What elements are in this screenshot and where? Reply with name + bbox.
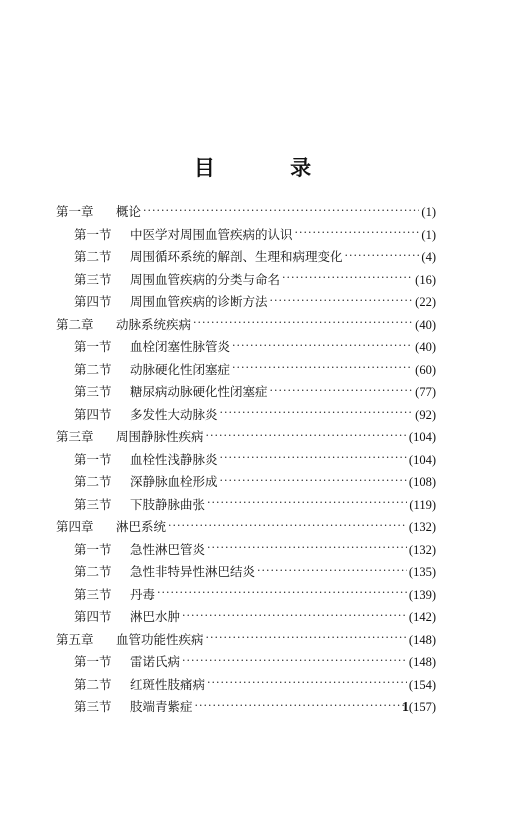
section-number: 第一节: [74, 654, 112, 669]
page-number: 1: [402, 700, 409, 715]
section-title: 血栓性浅静脉炎: [130, 451, 218, 467]
chapter-title: 动脉系统疾病: [116, 316, 192, 332]
section-number: 第二节: [74, 474, 112, 489]
page-reference: (104): [408, 430, 436, 444]
dot-leader: [220, 474, 407, 487]
chapter-number: 第五章: [56, 631, 94, 647]
section-title: 多发性大动脉炎: [130, 406, 218, 422]
section-title: 急性淋巴管炎: [130, 541, 206, 557]
dot-leader: [295, 226, 420, 239]
dot-leader: [345, 249, 420, 262]
section-number: 第一节: [74, 451, 112, 467]
section-title: 动脉硬化性闭塞症: [130, 361, 231, 377]
dot-leader: [182, 609, 407, 622]
page-reference: (77): [415, 385, 436, 399]
page-reference: (16): [415, 272, 436, 287]
section-number: 第三节: [74, 586, 112, 602]
page-reference: (108): [408, 475, 436, 489]
page-reference: (92): [415, 407, 436, 422]
chapter-number: 第一章: [56, 204, 94, 219]
section-title: 淋巴水肿: [130, 609, 181, 624]
chapter-title: 周围静脉性疾病: [116, 429, 204, 444]
page-reference: (104): [408, 452, 436, 467]
section-title: 雷诺氏病: [130, 654, 181, 669]
page-reference: (40): [415, 340, 436, 354]
toc-chapter-row: [56, 427, 436, 450]
page-title: 目 录: [193, 156, 346, 180]
toc-section-row: [56, 652, 436, 675]
chapter-title: 血管功能性疾病: [116, 631, 204, 647]
section-number: 第二节: [74, 249, 112, 264]
dot-leader: [220, 406, 414, 419]
toc-section-row: [56, 697, 436, 720]
section-number: 第四节: [74, 609, 112, 624]
section-number: 第四节: [74, 294, 112, 309]
toc-chapter-row: [56, 315, 436, 338]
section-number: 第二节: [74, 676, 112, 692]
section-title: 急性非特异性淋巴结炎: [130, 564, 256, 579]
page-reference: (132): [408, 520, 436, 534]
page-reference: (119): [409, 497, 436, 512]
section-number: 第一节: [74, 226, 112, 242]
section-title: 周围血管疾病的分类与命名: [130, 271, 281, 287]
dot-leader: [168, 519, 407, 532]
page-reference: (132): [408, 542, 436, 557]
page-reference: (60): [415, 362, 436, 377]
toc-section-row: [56, 450, 436, 473]
section-title: 周围血管疾病的诊断方法: [130, 294, 268, 309]
section-number: 第二节: [74, 564, 112, 579]
page-reference: (135): [408, 565, 436, 579]
section-number: 第四节: [74, 406, 112, 422]
section-number: 第一节: [74, 541, 112, 557]
dot-leader: [206, 631, 407, 644]
section-number: 第二节: [74, 361, 112, 377]
page-reference: (139): [408, 587, 436, 602]
dot-leader: [282, 271, 413, 284]
toc-section-row: [56, 225, 436, 248]
chapter-number: 第三章: [56, 429, 94, 444]
toc-chapter-row: [56, 517, 436, 540]
toc-section-row: [56, 337, 436, 360]
chapter-title: 概论: [116, 204, 142, 219]
page-reference: (157): [408, 700, 436, 714]
page-reference: (22): [415, 295, 436, 309]
dot-leader: [143, 204, 419, 217]
toc-section-row: [56, 585, 436, 608]
page-reference: (1): [421, 205, 436, 219]
page-reference: (154): [408, 677, 436, 692]
section-number: 第一节: [74, 339, 112, 354]
toc-section-row: [56, 382, 436, 405]
toc-section-row: [56, 360, 436, 383]
dot-leader: [207, 496, 407, 509]
dot-leader: [193, 316, 413, 329]
toc-chapter-row: [56, 630, 436, 653]
section-title: 丹毒: [130, 586, 156, 602]
dot-leader: [157, 586, 407, 599]
dot-leader: [232, 361, 413, 374]
toc-section-row: [56, 472, 436, 495]
toc-section-row: [56, 675, 436, 698]
toc-section-row: [56, 562, 436, 585]
toc-section-row: [56, 607, 436, 630]
dot-leader: [270, 294, 414, 307]
section-title: 糖尿病动脉硬化性闭塞症: [130, 384, 268, 399]
dot-leader: [220, 451, 407, 464]
table-of-contents: [56, 202, 436, 720]
toc-section-row: [56, 292, 436, 315]
section-number: 第三节: [74, 496, 112, 512]
chapter-title: 淋巴系统: [116, 519, 167, 534]
section-number: 第三节: [74, 699, 112, 714]
dot-leader: [195, 699, 407, 712]
dot-leader: [270, 384, 414, 397]
toc-section-row: [56, 495, 436, 518]
page-reference: (4): [421, 250, 436, 264]
chapter-number: 第二章: [56, 316, 94, 332]
dot-leader: [182, 654, 407, 667]
section-number: 第三节: [74, 384, 112, 399]
section-title: 红斑性肢痛病: [130, 676, 206, 692]
dot-leader: [207, 676, 407, 689]
dot-leader: [257, 564, 407, 577]
section-title: 肢端青紫症: [130, 699, 193, 714]
section-title: 周围循环系统的解剖、生理和病理变化: [130, 249, 343, 264]
toc-chapter-row: [56, 202, 436, 225]
toc-section-row: [56, 270, 436, 293]
chapter-number: 第四章: [56, 519, 94, 534]
page-reference: (142): [408, 610, 436, 624]
page-reference: (148): [408, 632, 436, 647]
dot-leader: [232, 339, 413, 352]
section-title: 中医学对周围血管疾病的认识: [130, 226, 293, 242]
section-title: 下肢静脉曲张: [130, 496, 206, 512]
page-reference: (1): [421, 227, 436, 242]
toc-section-row: [56, 405, 436, 428]
dot-leader: [207, 541, 407, 554]
toc-section-row: [56, 540, 436, 563]
section-number: 第三节: [74, 271, 112, 287]
section-title: 血栓闭塞性脉管炎: [130, 339, 231, 354]
page-reference: (148): [408, 655, 436, 669]
section-title: 深静脉血栓形成: [130, 474, 218, 489]
toc-section-row: [56, 247, 436, 270]
page-reference: (40): [415, 317, 436, 332]
dot-leader: [206, 429, 407, 442]
